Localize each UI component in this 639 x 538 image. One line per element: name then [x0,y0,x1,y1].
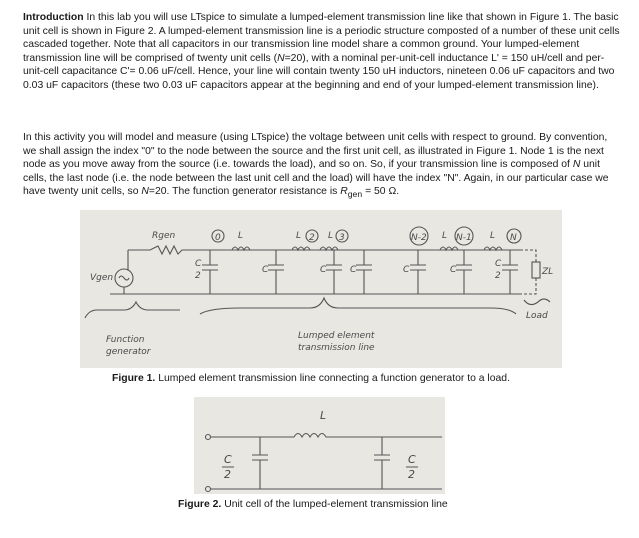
label-vgen: Vgen [90,273,114,283]
label-node-n2: N-2 [411,233,427,243]
activity-n2: N [141,186,149,198]
intro-text-2: =20), with a nominal per-unit-cell inductance L' = 150 uH/cell and per-unit-cell capacitance C'= 0.06 uF/cell. Hence, your line will contain twenty 150 uH inductors, nineteen 0.06 uF capacitors and two 0.03 uF capacitors (these two 0.03 uF capacitors appear at the beginning and end of your lumped-element transmission line). [23,52,615,91]
label-node-n1: N-1 [456,233,472,243]
label-c2-num-right: C [495,259,502,269]
label-node-3: 3 [339,233,345,243]
figure-1-caption-text: Lumped element transmission line connecting a function generator to a load. [155,373,510,384]
label-zl: ZL [542,267,554,277]
figure-2-sketch [194,397,445,494]
label-node-2: 2 [309,233,315,243]
activity-text-4: = 50 Ω. [362,186,400,198]
activity-n: N [572,159,581,171]
figure-2-caption [178,499,448,510]
activity-text-2: unit cells, the last node (i.e. the node between the last unit cell and the load) will have the index "N". Again, in our particular case we have twenty unit cells, so [23,159,609,198]
label-L5: L [490,231,496,241]
label-L1: L [238,231,244,241]
figure-1-caption-label: Figure 1. [112,373,156,384]
activity-r: R [340,186,348,198]
figure-1-caption [112,373,510,384]
label-L4: L [442,231,448,241]
activity-r-sub: gen [347,189,363,200]
intro-text-1: In this lab you will use LTspice to simulate a lumped-element transmission line like that shown in Figure 1. The basic unit cell is shown in Figure 2. A lumped-element transmission line is a periodic structure composted of a number of these unit cells cascaded together. Note that all capacitors in our transmission line model share a common ground. Your lumped-element transmission line will be comprised of twenty unit cells ( [23,12,620,64]
load-impedance [532,262,540,278]
label-L2: L [296,231,302,241]
unit-cell-label-c-num-right: C [408,453,416,466]
label-c2: C [320,265,327,275]
unit-cell-label-c-den-left: 2 [224,468,231,481]
label-function: Function [106,335,145,345]
label-node-n: N [510,233,517,243]
unit-cell-label-L: L [320,409,327,422]
unit-cell-label-c-den-right: 2 [408,468,415,481]
label-rgen: Rgen [152,231,176,241]
label-c2-den-right: 2 [495,271,501,281]
label-lumped: Lumped element [298,331,375,341]
label-c3: C [350,265,357,275]
figure-1-sketch [80,210,562,368]
label-c4: C [403,265,410,275]
intro-paragraph [23,11,621,93]
figure-2-caption-text: Unit cell of the lumped-element transmission line [221,499,448,510]
unit-cell-cap-right [374,437,390,489]
function-gen-brace [85,302,180,318]
figure-2-caption-label: Figure 2. [178,499,222,510]
label-transmission: transmission line [298,343,375,353]
figure-2-svg [194,397,445,494]
unit-cell-top-wire [211,434,442,438]
label-L3: L [328,231,334,241]
unit-cell-cap-left [252,437,268,489]
activity-paragraph [23,131,621,202]
capacitor-group [202,250,518,294]
label-c1: C [262,265,269,275]
intro-n: N [277,52,285,64]
intro-heading: Introduction [23,12,84,23]
label-c2-num-left: C [195,259,202,269]
label-c2-den-left: 2 [195,271,201,281]
figure-1-svg [80,210,562,368]
activity-text-1: In this activity you will model and measure (using LTspice) the voltage between unit cells with respect to ground. By convention, we shall assign the index "0" to the node between the source and the first unit cell, as illustrated in Figure 1. Node 1 is the next node as you move away from the source (i.e. towards the load), and so on. So, if your transmission line is composed of [23,132,608,171]
label-load: Load [526,311,548,321]
line-brace [200,298,516,314]
label-c5: C [450,265,457,275]
activity-text-3: =20. The function generator resistance is [148,186,341,198]
unit-cell-label-c-num-left: C [224,453,232,466]
label-generator: generator [106,347,151,357]
label-node-0: 0 [215,233,221,243]
